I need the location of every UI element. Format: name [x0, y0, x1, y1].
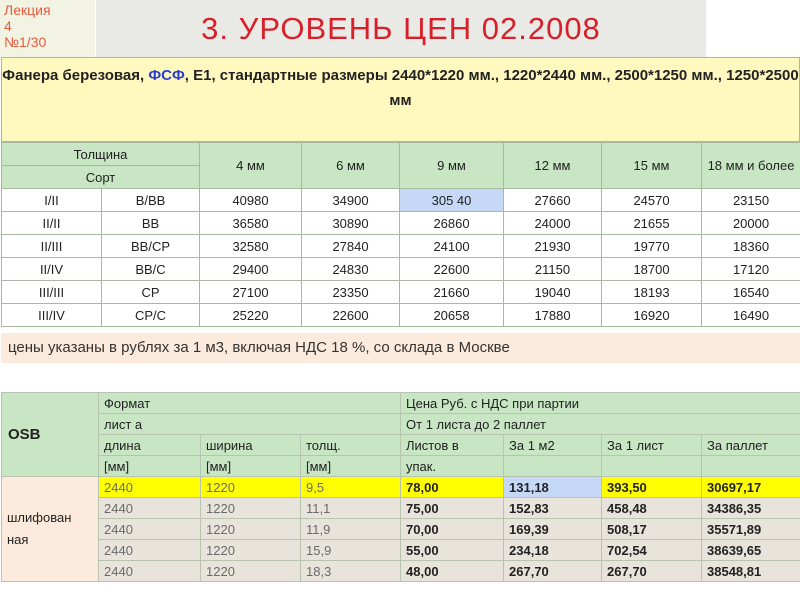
grade-cell: ВВ/С [102, 258, 200, 281]
grade-label: Сорт [2, 166, 200, 189]
osb-row [2, 477, 800, 498]
sort-cell: I/II [2, 189, 102, 212]
plywood-row [2, 235, 800, 258]
plywood-price-table [1, 142, 800, 327]
col-width: ширина [201, 435, 301, 456]
price-cell: 19040 [504, 281, 602, 304]
price-cell: 16490 [702, 304, 800, 327]
side-label-2: ная [7, 532, 29, 547]
osb-cell: 1220 [201, 477, 301, 498]
price-cell: 19770 [602, 235, 702, 258]
unit-empty-2 [602, 456, 702, 477]
osb-cell: 15,9 [301, 540, 401, 561]
osb-cell: 234,18 [504, 540, 602, 561]
price-cell: 30890 [302, 212, 400, 235]
osb-column-row [2, 435, 800, 456]
format-line-2: лист а [99, 414, 401, 435]
osb-cell: 2440 [99, 540, 201, 561]
unit-pack: упак. [401, 456, 504, 477]
price-line-1: Цена Руб. с НДС при партии [401, 393, 800, 414]
osb-cell: 2440 [99, 519, 201, 540]
col-per-sheet: За 1 лист [602, 435, 702, 456]
osb-cell: 18,3 [301, 561, 401, 582]
price-cell: 34900 [302, 189, 400, 212]
osb-cell: 11,9 [301, 519, 401, 540]
osb-cell: 2440 [99, 477, 201, 498]
col-per-pallet: За паллет [702, 435, 800, 456]
osb-cell: 267,70 [602, 561, 702, 582]
price-cell: 27660 [504, 189, 602, 212]
price-cell: 16920 [602, 304, 702, 327]
price-cell: 24000 [504, 212, 602, 235]
osb-cell: 152,83 [504, 498, 602, 519]
slide-title: 3. УРОВЕНЬ ЦЕН 02.2008 [96, 0, 706, 57]
unit-empty-1 [504, 456, 602, 477]
plywood-section [1, 57, 800, 327]
unit-width: [мм] [201, 456, 301, 477]
price-cell: 21655 [602, 212, 702, 235]
osb-cell: 169,39 [504, 519, 602, 540]
osb-cell: 702,54 [602, 540, 702, 561]
price-cell: 20658 [400, 304, 504, 327]
sort-cell: III/III [2, 281, 102, 304]
price-cell: 21150 [504, 258, 602, 281]
osb-cell: 30697,17 [702, 477, 800, 498]
price-cell: 29400 [200, 258, 302, 281]
grade-cell: ВВ/СР [102, 235, 200, 258]
thickness-12: 12 мм [504, 143, 602, 189]
sort-cell: II/III [2, 235, 102, 258]
plywood-row [2, 304, 800, 327]
price-cell: 305 40 [400, 189, 504, 212]
price-cell: 20000 [702, 212, 800, 235]
grade-cell: В/ВВ [102, 189, 200, 212]
price-cell: 17120 [702, 258, 800, 281]
osb-cell: 55,00 [401, 540, 504, 561]
unit-empty-3 [702, 456, 800, 477]
price-cell: 27100 [200, 281, 302, 304]
price-cell: 21930 [504, 235, 602, 258]
osb-cell: 70,00 [401, 519, 504, 540]
osb-cell: 1220 [201, 561, 301, 582]
osb-price-table [1, 392, 800, 582]
osb-cell: 267,70 [504, 561, 602, 582]
price-cell: 40980 [200, 189, 302, 212]
price-line-2: От 1 листа до 2 паллет [401, 414, 800, 435]
osb-cell: 2440 [99, 561, 201, 582]
price-cell: 32580 [200, 235, 302, 258]
osb-cell: 9,5 [301, 477, 401, 498]
osb-cell: 1220 [201, 498, 301, 519]
badge-line-2: 4 [4, 18, 12, 34]
price-cell: 23350 [302, 281, 400, 304]
plywood-heading-accent: ФСФ [148, 67, 185, 84]
osb-unit-row [2, 456, 800, 477]
osb-row [2, 519, 800, 540]
osb-row [2, 498, 800, 519]
osb-side-label [2, 477, 99, 582]
side-label-1: шлифован [7, 510, 72, 525]
osb-cell: 34386,35 [702, 498, 800, 519]
osb-cell: 35571,89 [702, 519, 800, 540]
format-line-1: Формат [99, 393, 401, 414]
unit-length: [мм] [99, 456, 201, 477]
osb-header-row-1 [2, 393, 800, 414]
plywood-body [2, 189, 800, 327]
thickness-6: 6 мм [302, 143, 400, 189]
price-note: цены указаны в рублях за 1 м3, включая НДС 18 %, со склада в Москве [1, 333, 800, 363]
osb-header-row-2 [2, 414, 800, 435]
price-cell: 17880 [504, 304, 602, 327]
badge-line-1: Лекция [4, 2, 51, 18]
price-cell: 22600 [302, 304, 400, 327]
plywood-heading-pre: Фанера березовая, [2, 67, 149, 84]
plywood-row [2, 258, 800, 281]
price-cell: 18360 [702, 235, 800, 258]
price-cell: 27840 [302, 235, 400, 258]
price-cell: 24830 [302, 258, 400, 281]
thickness-4: 4 мм [200, 143, 302, 189]
price-cell: 22600 [400, 258, 504, 281]
sort-cell: III/IV [2, 304, 102, 327]
col-sheets-per-pack: Листов в [401, 435, 504, 456]
price-cell: 25220 [200, 304, 302, 327]
osb-label: OSB [2, 393, 99, 477]
osb-cell: 458,48 [602, 498, 702, 519]
osb-cell: 508,17 [602, 519, 702, 540]
price-cell: 21660 [400, 281, 504, 304]
badge-line-3: №1/30 [4, 34, 47, 50]
grade-cell: СР/С [102, 304, 200, 327]
unit-thickness: [мм] [301, 456, 401, 477]
col-thickness: толщ. [301, 435, 401, 456]
osb-cell: 38548,81 [702, 561, 800, 582]
plywood-header-row [2, 143, 800, 166]
osb-cell: 1220 [201, 540, 301, 561]
osb-cell: 1220 [201, 519, 301, 540]
grade-cell: СР [102, 281, 200, 304]
sort-cell: II/IV [2, 258, 102, 281]
osb-cell: 2440 [99, 498, 201, 519]
osb-cell: 75,00 [401, 498, 504, 519]
osb-cell: 48,00 [401, 561, 504, 582]
osb-cell: 78,00 [401, 477, 504, 498]
sort-cell: II/II [2, 212, 102, 235]
thickness-label: Толщина [2, 143, 200, 166]
lecture-badge [0, 0, 95, 57]
plywood-row [2, 189, 800, 212]
price-cell: 16540 [702, 281, 800, 304]
col-per-m2: За 1 м2 [504, 435, 602, 456]
thickness-18: 18 мм и более [702, 143, 800, 189]
col-length: длина [99, 435, 201, 456]
osb-cell: 131,18 [504, 477, 602, 498]
thickness-15: 15 мм [602, 143, 702, 189]
price-cell: 26860 [400, 212, 504, 235]
price-cell: 24100 [400, 235, 504, 258]
osb-row [2, 561, 800, 582]
grade-cell: ВВ [102, 212, 200, 235]
osb-cell: 38639,65 [702, 540, 800, 561]
plywood-heading-post: , Е1, стандартные размеры 2440*1220 мм., 1220*2440 мм., 2500*1250 мм., 1250*2500 мм [184, 67, 799, 109]
thickness-9: 9 мм [400, 143, 504, 189]
osb-body [2, 477, 800, 582]
plywood-row [2, 212, 800, 235]
price-cell: 23150 [702, 189, 800, 212]
osb-row [2, 540, 800, 561]
price-cell: 18700 [602, 258, 702, 281]
osb-cell: 11,1 [301, 498, 401, 519]
osb-cell: 393,50 [602, 477, 702, 498]
plywood-heading [1, 57, 800, 142]
price-cell: 18193 [602, 281, 702, 304]
price-cell: 36580 [200, 212, 302, 235]
price-cell: 24570 [602, 189, 702, 212]
plywood-row [2, 281, 800, 304]
